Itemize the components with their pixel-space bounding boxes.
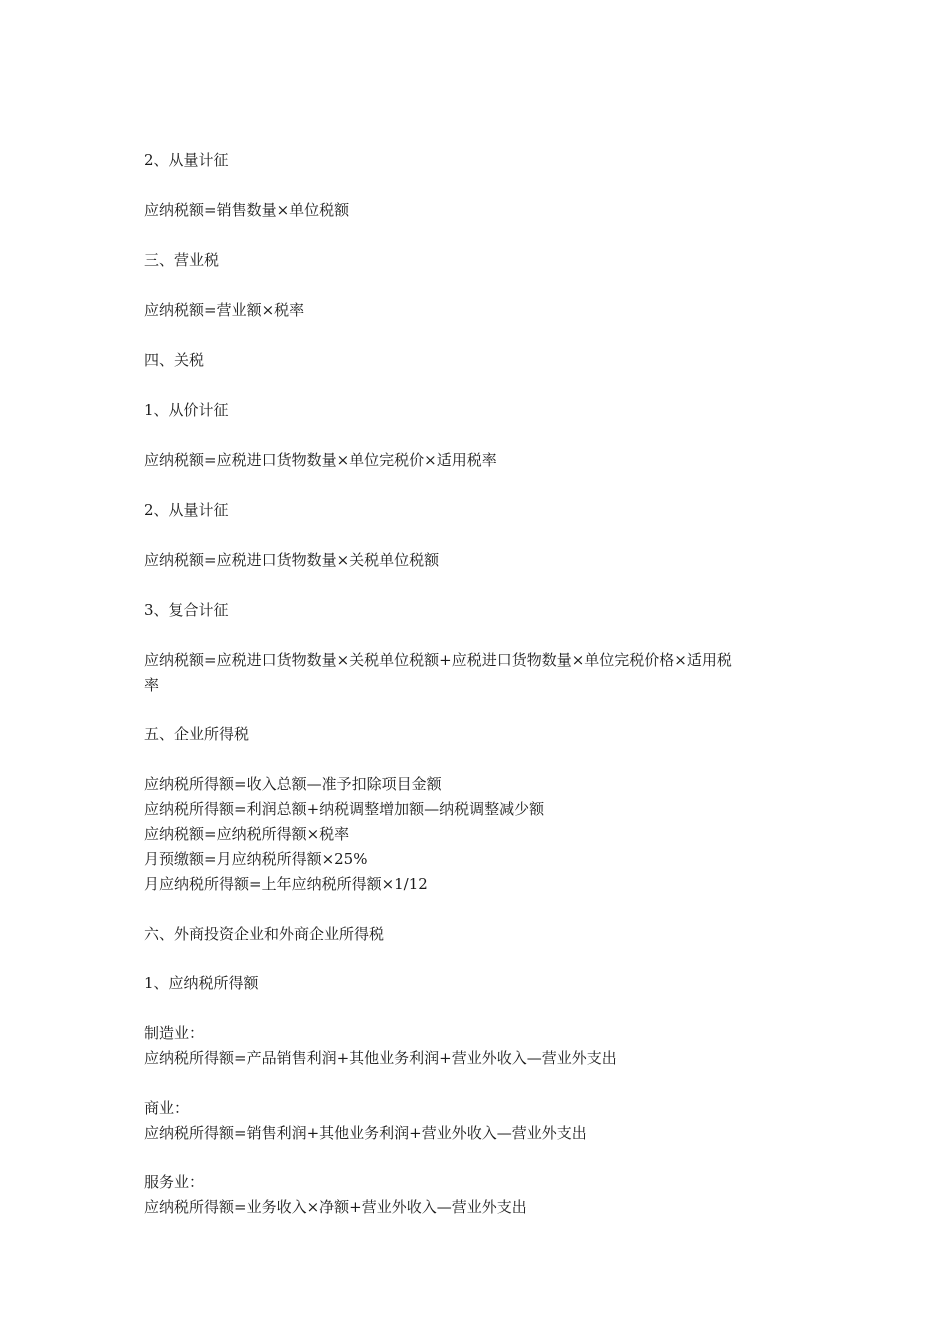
subsection-heading: 3、复合计征: [144, 601, 229, 619]
formula-line: 月应纳税所得额=上年应纳税所得额×1/12: [144, 875, 428, 893]
formula-line: 应纳税额=营业额×税率: [144, 301, 305, 319]
formula-line: 应纳税所得额=收入总额—准予扣除项目金额: [144, 775, 442, 793]
section-heading: 2、从量计征: [144, 151, 229, 169]
industry-label: 制造业：: [144, 1024, 205, 1042]
subsection-heading: 1、应纳税所得额: [144, 974, 259, 992]
industry-label: 服务业：: [144, 1173, 205, 1191]
section-heading: 四、关税: [144, 351, 205, 369]
formula-line: 应纳税额=应税进口货物数量×关税单位税额: [144, 551, 440, 569]
section-heading: 五、企业所得税: [144, 725, 250, 743]
subsection-heading: 2、从量计征: [144, 501, 229, 519]
formula-line: 应纳税额=销售数量×单位税额: [144, 201, 350, 219]
section-heading: 六、外商投资企业和外商企业所得税: [144, 925, 385, 943]
industry-label: 商业：: [144, 1099, 190, 1117]
formula-line: 应纳税所得额=销售利润+其他业务利润+营业外收入—营业外支出: [144, 1124, 587, 1142]
formula-line-continuation: 率: [144, 676, 160, 694]
formula-line: 应纳税所得额=利润总额+纳税调整增加额—纳税调整减少额: [144, 800, 545, 818]
formula-line: 应纳税所得额=产品销售利润+其他业务利润+营业外收入—营业外支出: [144, 1049, 617, 1067]
formula-line: 应纳税额=应纳税所得额×税率: [144, 825, 350, 843]
formula-line: 月预缴额=月应纳税所得额×25%: [144, 850, 368, 868]
formula-line: 应纳税额=应税进口货物数量×关税单位税额+应税进口货物数量×单位完税价格×适用税: [144, 651, 732, 669]
formula-line: 应纳税额=应税进口货物数量×单位完税价×适用税率: [144, 451, 497, 469]
section-heading: 三、营业税: [144, 251, 220, 269]
subsection-heading: 1、从价计征: [144, 401, 229, 419]
formula-line: 应纳税所得额=业务收入×净额+营业外收入—营业外支出: [144, 1198, 527, 1216]
